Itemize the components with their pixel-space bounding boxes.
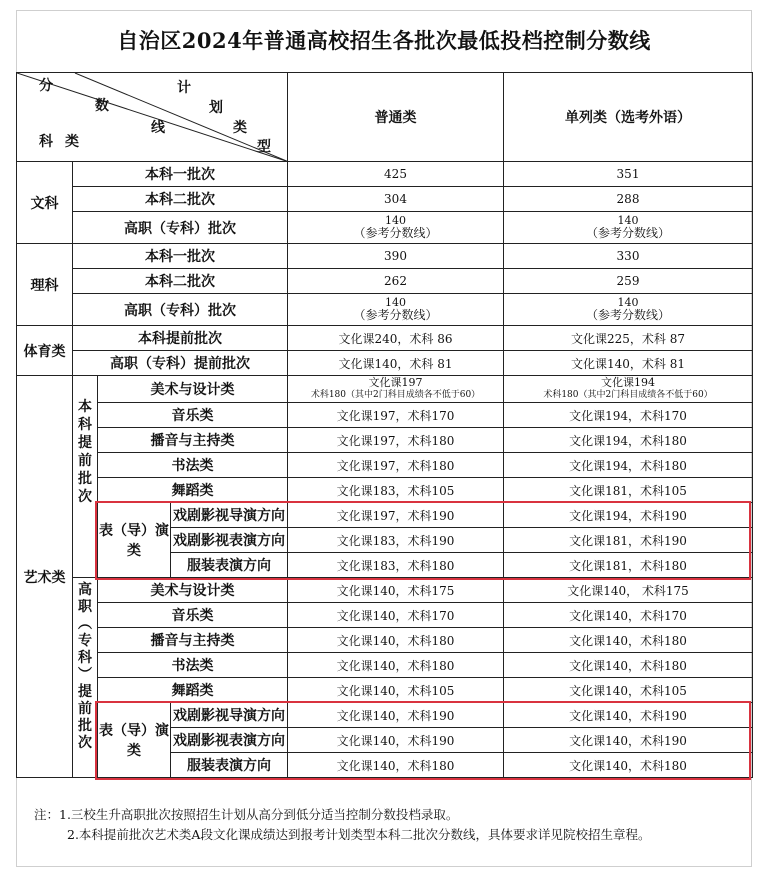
batch-label: 高职（专科）批次: [73, 294, 288, 326]
header-row: [17, 73, 753, 162]
vertical-char: 提: [78, 684, 92, 700]
diag-label-xian: 线: [151, 120, 165, 136]
score-putong: 文化课140，术科170: [288, 603, 504, 628]
vertical-char: 提: [78, 435, 92, 451]
score-note: （参考分数线）: [585, 308, 670, 322]
art-category: 戏剧影视表演方向: [171, 728, 288, 753]
vertical-char: 科: [78, 650, 92, 666]
score-putong: 425: [288, 162, 504, 187]
table-row: [17, 294, 753, 326]
score-putong: 文化课140，术科 81: [288, 351, 504, 376]
vertical-char: 前: [78, 701, 92, 717]
score-danlie: 文化课140，术科105: [504, 678, 753, 703]
score-danlie: [504, 212, 753, 244]
footnote-1: 注：1.三校生升高职批次按照招生计划从高分到低分适当控制分数投档录取。: [34, 807, 459, 822]
art-category: 书法类: [98, 453, 288, 478]
table-row: [17, 351, 753, 376]
score-putong: [288, 212, 504, 244]
art-category: 戏剧影视导演方向: [171, 703, 288, 728]
col-header-danlie: 单列类（选考外语）: [504, 73, 753, 162]
score-putong: 文化课197，术科170: [288, 403, 504, 428]
table-row: [17, 478, 753, 503]
table-row: [17, 428, 753, 453]
art-category: 音乐类: [98, 603, 288, 628]
vertical-char: 批: [78, 718, 92, 734]
category-tiyu: 体育类: [17, 326, 73, 376]
batch-label: 本科二批次: [73, 187, 288, 212]
diag-label-lei2: 类: [65, 134, 79, 150]
vertical-char: 本: [78, 399, 92, 415]
score-putong: 文化课140，术科105: [288, 678, 504, 703]
score-putong: 文化课197，术科190: [288, 503, 504, 528]
art-category: 戏剧影视导演方向: [171, 503, 288, 528]
art-category: 书法类: [98, 653, 288, 678]
score-table: [16, 72, 753, 778]
score-putong: 文化课183，术科180: [288, 553, 504, 578]
art-category: 美术与设计类: [98, 578, 288, 603]
table-row: [17, 603, 753, 628]
score-putong: [288, 294, 504, 326]
score-danlie: 文化课140，术科 81: [504, 351, 753, 376]
footnotes: [34, 805, 650, 845]
score-putong: 文化课240，术科 86: [288, 326, 504, 351]
table-row: [17, 187, 753, 212]
vertical-char: 前: [78, 453, 92, 469]
score-putong: 文化课197，术科180: [288, 428, 504, 453]
score-danlie: 文化课225，术科 87: [504, 326, 753, 351]
score-value: 140: [385, 296, 406, 309]
batch-label: 本科二批次: [73, 269, 288, 294]
table-row: [17, 628, 753, 653]
diag-label-ke: 科: [39, 134, 53, 150]
diag-label-shu: 数: [95, 98, 109, 114]
score-danlie: 文化课181，术科180: [504, 553, 753, 578]
score-danlie: 259: [504, 269, 753, 294]
score-putong: [288, 376, 504, 403]
gaozhi-tiqian-label: [73, 578, 98, 778]
art-category: 音乐类: [98, 403, 288, 428]
art-category: 戏剧影视表演方向: [171, 528, 288, 553]
batch-label: 本科一批次: [73, 244, 288, 269]
vertical-char: 批: [78, 471, 92, 487]
score-danlie: 330: [504, 244, 753, 269]
score-danlie: 文化课194，术科170: [504, 403, 753, 428]
score-danlie: [504, 294, 753, 326]
diagonal-header-cell: [17, 73, 288, 162]
batch-label: 本科一批次: [73, 162, 288, 187]
table-row: [17, 162, 753, 187]
table-row: [17, 453, 753, 478]
score-note: （参考分数线）: [353, 226, 438, 240]
table-row: [17, 503, 753, 528]
score-value: 文化课197: [368, 376, 423, 389]
table-row: [17, 703, 753, 728]
table-row: [17, 244, 753, 269]
vertical-char: 专: [78, 633, 92, 649]
score-value: 140: [617, 296, 639, 309]
score-danlie: 文化课140，术科190: [504, 703, 753, 728]
score-putong: 文化课140，术科190: [288, 703, 504, 728]
score-putong: 文化课197，术科180: [288, 453, 504, 478]
score-putong: 390: [288, 244, 504, 269]
score-value: 140: [617, 214, 639, 227]
score-danlie: 文化课194，术科180: [504, 453, 753, 478]
score-putong: 262: [288, 269, 504, 294]
score-danlie: 文化课181，术科105: [504, 478, 753, 503]
table-row: [17, 269, 753, 294]
art-category: 播音与主持类: [98, 428, 288, 453]
score-value: 文化课194: [601, 376, 655, 389]
score-danlie: 文化课194，术科190: [504, 503, 753, 528]
score-putong: 文化课140，术科180: [288, 628, 504, 653]
score-putong: 文化课183，术科105: [288, 478, 504, 503]
score-danlie: 文化课140，术科180: [504, 628, 753, 653]
diag-label-xing: 型: [257, 139, 271, 155]
vertical-char: 科: [78, 417, 92, 433]
table-row: [17, 212, 753, 244]
score-putong: 文化课140，术科180: [288, 653, 504, 678]
table-row: [17, 578, 753, 603]
score-danlie: 288: [504, 187, 753, 212]
vertical-char: 次: [78, 735, 92, 751]
table-row: [17, 326, 753, 351]
score-danlie: 文化课181，术科190: [504, 528, 753, 553]
table-row: [17, 403, 753, 428]
score-putong: 文化课140，术科180: [288, 753, 504, 778]
score-danlie: 文化课194，术科180: [504, 428, 753, 453]
score-note: （参考分数线）: [353, 308, 438, 322]
footnote-2: 2.本科提前批次艺术类A段文化课成绩达到报考计划类型本科二批次分数线，具体要求详见院校招生章程。: [67, 827, 651, 842]
score-note: （参考分数线）: [585, 226, 670, 240]
score-danlie: 文化课140，术科170: [504, 603, 753, 628]
biaodao-label: 表（导）演类: [98, 503, 171, 578]
batch-label: 本科提前批次: [73, 326, 288, 351]
diag-label-fen: 分: [39, 78, 53, 94]
score-value: 140: [385, 214, 406, 227]
batch-label: 高职（专科）批次: [73, 212, 288, 244]
score-putong: 文化课183，术科190: [288, 528, 504, 553]
vertical-char: 职: [78, 599, 92, 615]
category-wenke: 文科: [17, 162, 73, 244]
diag-label-hua: 划: [209, 100, 223, 116]
score-danlie: 351: [504, 162, 753, 187]
art-category: 服装表演方向: [171, 753, 288, 778]
vertical-char: 高: [78, 582, 92, 598]
col-header-putong: 普通类: [288, 73, 504, 162]
category-yishu: 艺术类: [17, 376, 73, 778]
art-category: 服装表演方向: [171, 553, 288, 578]
table-row: [17, 376, 753, 403]
score-putong: 文化课140，术科190: [288, 728, 504, 753]
category-like: 理科: [17, 244, 73, 326]
art-category: 美术与设计类: [98, 376, 288, 403]
table-row: [17, 678, 753, 703]
table-row: [17, 653, 753, 678]
diag-label-ji: 计: [177, 80, 191, 96]
benke-tiqian-label: [73, 376, 98, 578]
biaodao-label: 表（导）演类: [98, 703, 171, 778]
score-note: 术科180（其中2门科目成绩各不低于60）: [310, 390, 481, 400]
art-category: 舞蹈类: [98, 678, 288, 703]
vertical-char: 次: [78, 489, 92, 505]
score-danlie: 文化课140，术科180: [504, 653, 753, 678]
art-category: 舞蹈类: [98, 478, 288, 503]
score-danlie: 文化课140，术科180: [504, 753, 753, 778]
page-title: 自治区2024年普通高校招生各批次最低投档控制分数线: [117, 28, 651, 53]
score-danlie: 文化课140，术科190: [504, 728, 753, 753]
diag-label-lei: 类: [233, 120, 247, 136]
art-category: 播音与主持类: [98, 628, 288, 653]
score-danlie: 文化课140， 术科175: [504, 578, 753, 603]
score-putong: 文化课140，术科175: [288, 578, 504, 603]
batch-label: 高职（专科）提前批次: [73, 351, 288, 376]
score-note: 术科180（其中2门科目成绩各不低于60）: [543, 390, 713, 400]
vertical-char: ︶: [78, 667, 92, 683]
vertical-char: ︵: [78, 616, 92, 632]
score-danlie: [504, 376, 753, 403]
score-putong: 304: [288, 187, 504, 212]
